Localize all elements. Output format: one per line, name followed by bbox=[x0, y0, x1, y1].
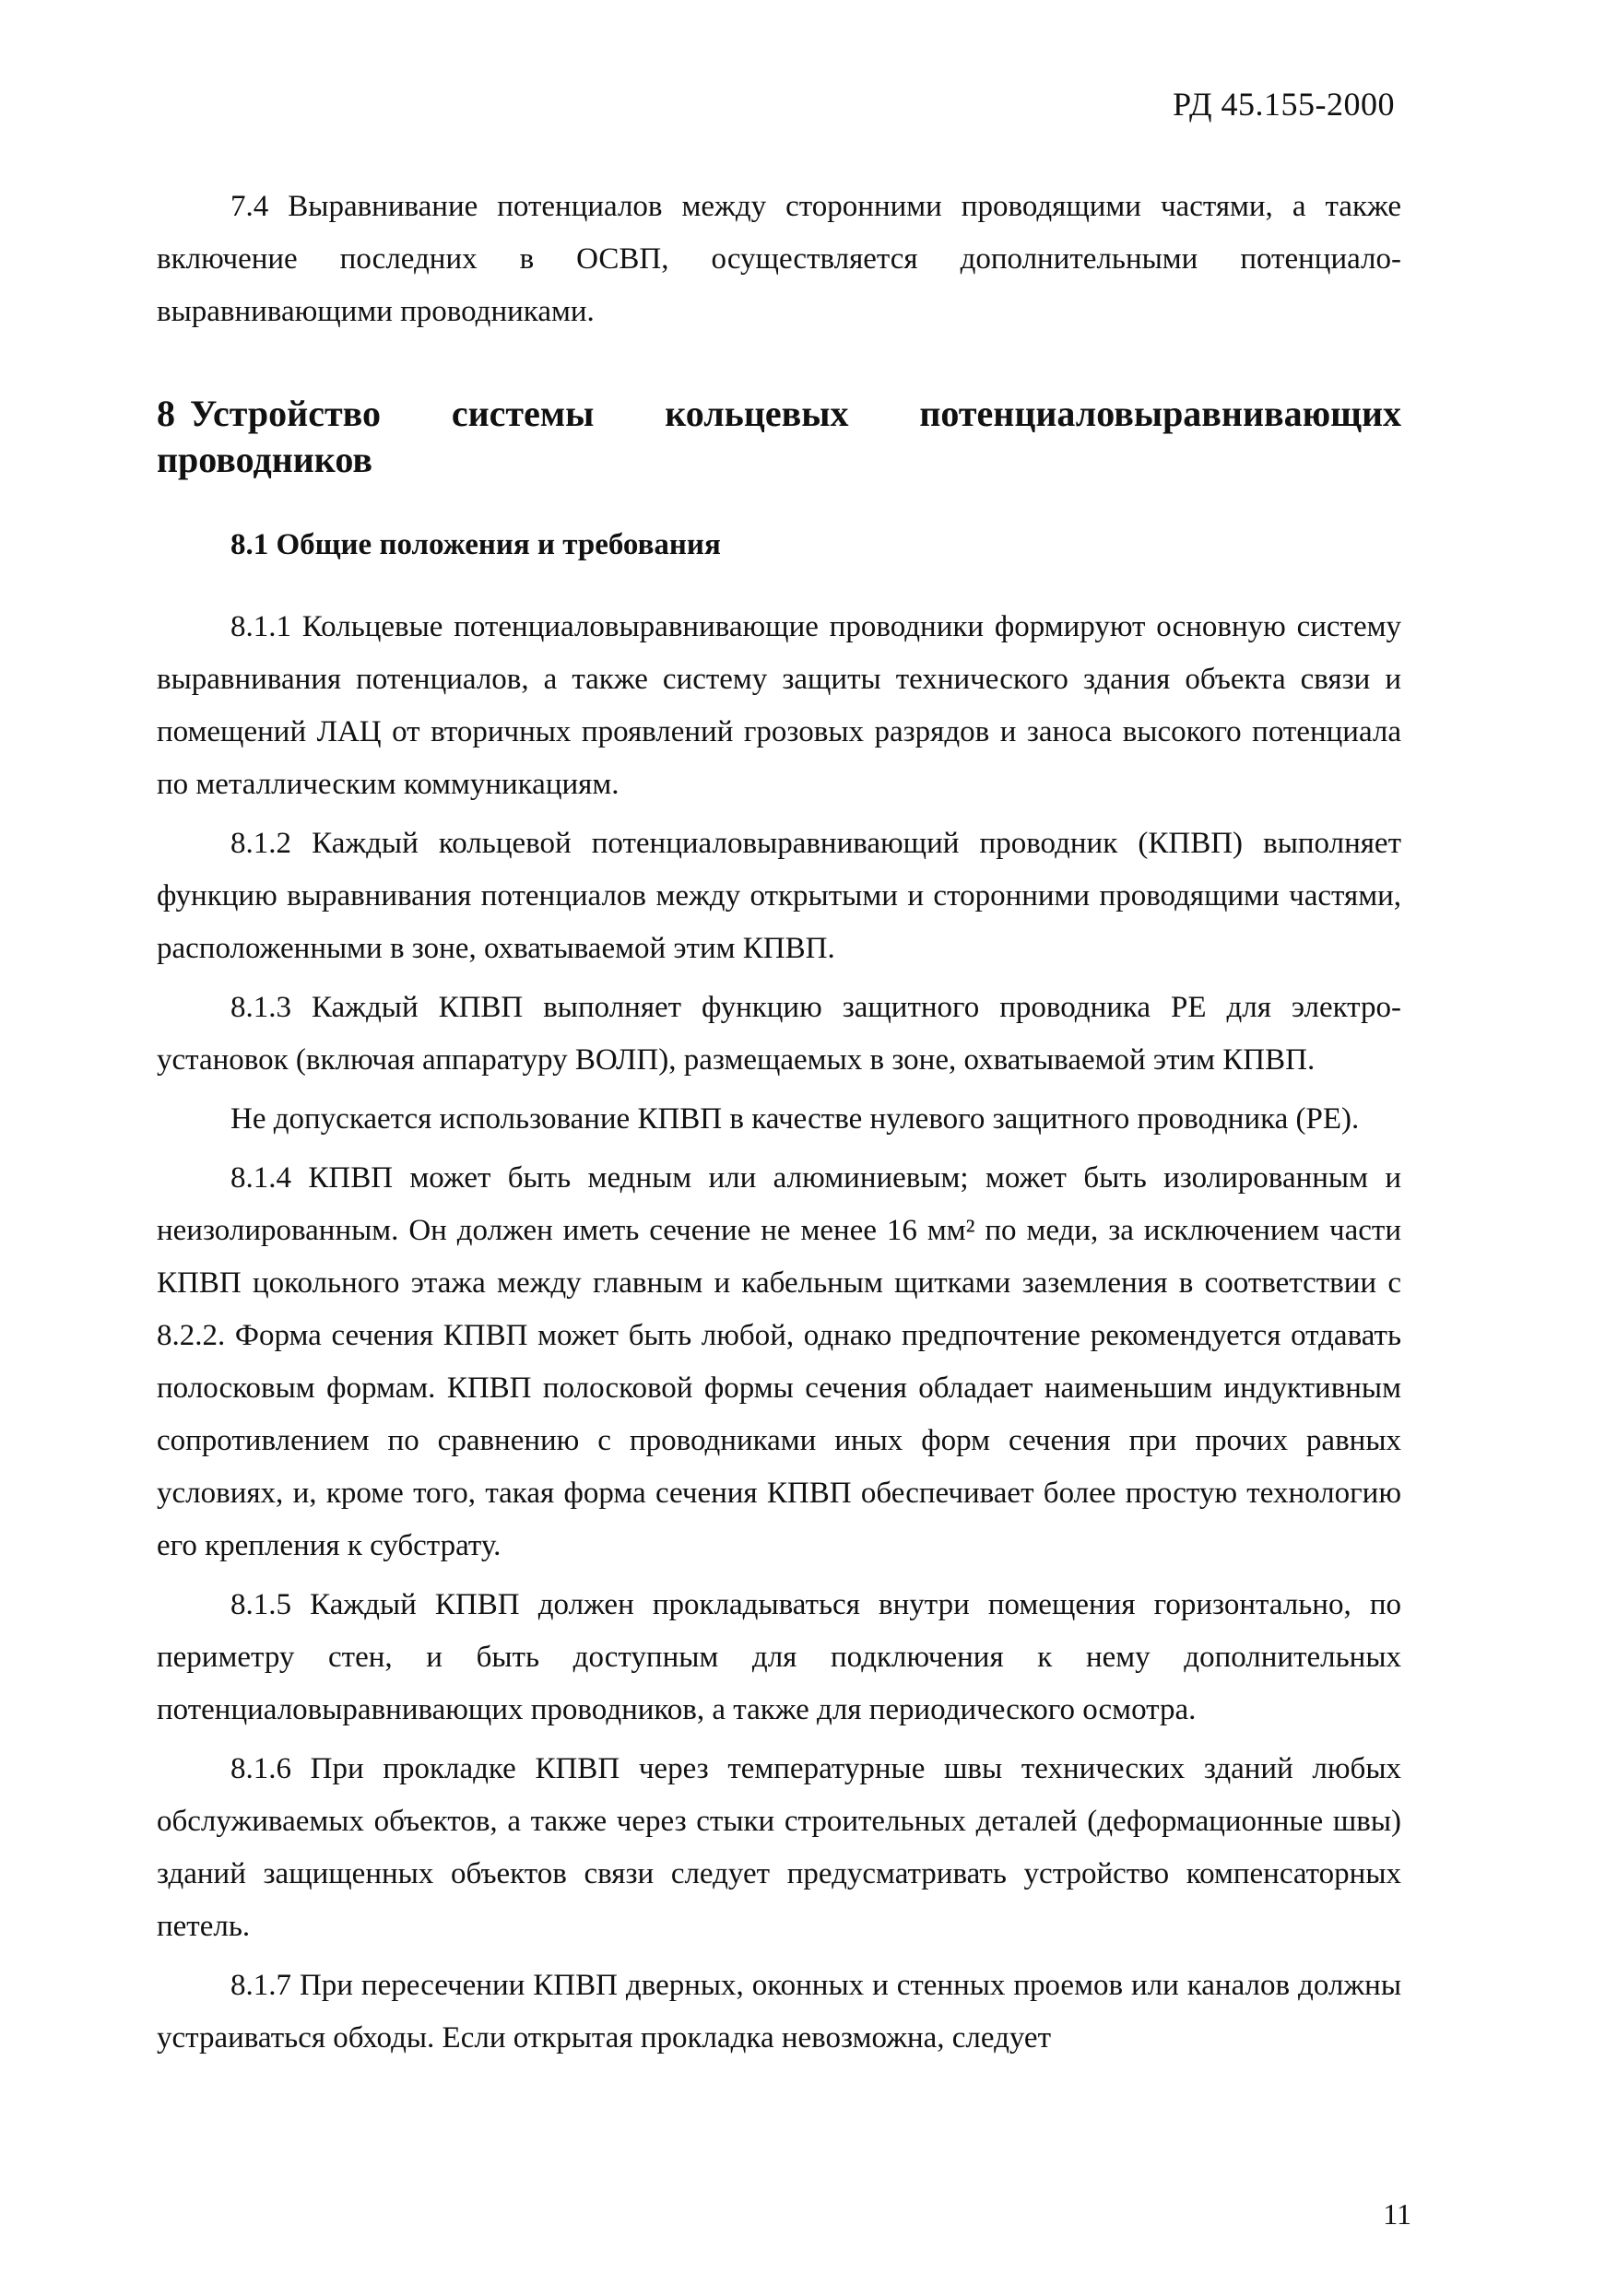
section-number: 8 bbox=[157, 393, 175, 434]
document-code: РД 45.155-2000 bbox=[1173, 86, 1395, 123]
paragraph-8-1-4: 8.1.4 КПВП может быть медным или алюминиевым; может быть изолированным и неизолированным. Он должен иметь сечение не менее 16 мм² по меди, за исключением части КПВП цокольного этажа между главным и кабельным щитками заземления в соответствии с 8.2.2. Форма сечения КПВП может быть любой, однако предпочтение рекомендуется отдавать полосковым формам. КПВП полосковой формы сечения обладает наименьшим индуктивным сопротивлением по сравнению с проводниками иных форм сечения при прочих равных условиях, и, кроме того, такая форма сечения КПВП обеспечивает более простую технологию его крепления к субстрату. bbox=[157, 1161, 1401, 1562]
section-title: Устройство системы кольцевых потенциаловыравнивающих проводников bbox=[157, 393, 1401, 480]
paragraph-8-1-2: 8.1.2 Каждый кольцевой потенциаловыравнивающий проводник (КПВП) выполняет функцию выравнивания потенциалов между открытыми и сторонними проводящими частями, расположенными в зоне, охватываемой этим КПВП. bbox=[157, 827, 1401, 965]
paragraph-7-4: 7.4 Выравнивание потенциалов между сторонними проводящими частями, а также включение последних в ОСВП, осуществляется дополнительными потенциало-выравнивающими проводниками. bbox=[157, 190, 1401, 328]
paragraph-8-1-3: 8.1.3 Каждый КПВП выполняет функцию защитного проводника РЕ для электро-установок (включая аппаратуру ВОЛП), размещаемых в зоне, охватываемой этим КПВП. bbox=[157, 991, 1401, 1077]
page-number: 11 bbox=[1383, 2197, 1411, 2231]
paragraph-8-1-7: 8.1.7 При пересечении КПВП дверных, оконных и стенных проемов или каналов должны устраиваться обходы. Если открытая прокладка невозможна, следует bbox=[157, 1969, 1401, 2055]
paragraph-pe-note: Не допускается использование КПВП в качестве нулевого защитного проводника (РЕ). bbox=[230, 1102, 1360, 1136]
paragraph-8-1-6: 8.1.6 При прокладке КПВП через температурные швы технических зданий любых обслуживаемых объектов, а также через стыки строительных деталей (деформационные швы) зданий защищенных объектов связи следует предусматривать устройство компенсаторных петель. bbox=[157, 1752, 1401, 1943]
paragraph-8-1-5: 8.1.5 Каждый КПВП должен прокладываться внутри помещения горизонтально, по периметру стен, и быть доступным для подключения к нему дополнительных потенциаловыравнивающих проводников, а также для периодического осмотра. bbox=[157, 1588, 1401, 1726]
paragraph-8-1-1: 8.1.1 Кольцевые потенциаловыравнивающие проводники формируют основную систему выравнивания потенциалов, а также систему защиты технического здания объекта связи и помещений ЛАЦ от вторичных проявлений грозовых разрядов и заноса высокого потенциала по металлическим коммуникациям. bbox=[157, 610, 1401, 801]
section-heading-8 bbox=[157, 391, 1401, 483]
document-body bbox=[157, 181, 1401, 2065]
subsection-heading-8-1: 8.1 Общие положения и требования bbox=[230, 528, 721, 561]
